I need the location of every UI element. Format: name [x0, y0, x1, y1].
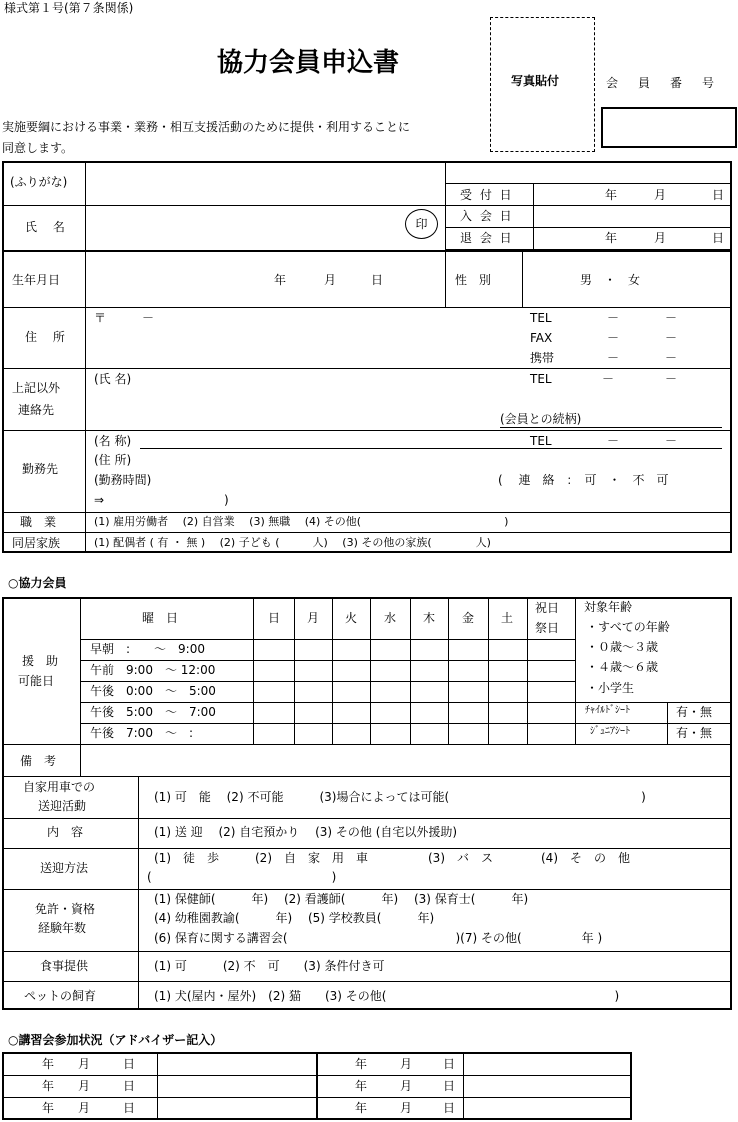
consent-line-1: 実施要綱における事業・業務・相互支援活動のために提供・利用することに: [2, 120, 411, 134]
day-wed: 水: [384, 611, 397, 625]
furigana-label: (ふりがな): [10, 175, 68, 189]
relation-label: (会員との続柄): [500, 412, 582, 426]
license-line-2[interactable]: (4) 幼稚園教諭( 年) (5) 学校教員( 年): [154, 911, 435, 925]
availability-label-1: 援 助: [22, 654, 59, 668]
alt-contact-label-1: 上記以外: [12, 381, 61, 395]
slot-morning: 午前 9:00 ～ 12:00: [90, 663, 216, 677]
child-seat-label: ﾁｬｲﾙﾄﾞｼｰﾄ: [585, 705, 630, 716]
content-label: 内 容: [47, 825, 84, 839]
day-thu: 木: [423, 611, 436, 625]
day-mon: 月: [307, 611, 320, 625]
workplace-label: 勤務先: [22, 462, 59, 476]
age-title: 対象年齢: [584, 600, 633, 614]
postal-code[interactable]: 〒 －: [94, 311, 155, 325]
remarks-field[interactable]: [82, 746, 730, 774]
photo-label: 写真貼付: [511, 74, 560, 88]
occupation-options[interactable]: (1) 雇用労働者 (2) 自営業 (3) 無職 (4) その他( ): [94, 515, 509, 528]
family-options[interactable]: (1) 配偶者 ( 有 ・ 無 ) (2) 子ども ( 人) (3) その他の家族( 人): [94, 536, 491, 549]
name-label: 氏 名: [25, 220, 71, 234]
birthdate-label: 生年月日: [12, 273, 61, 287]
day-sat: 土: [501, 611, 514, 625]
day-fri: 金: [462, 611, 475, 625]
name-field[interactable]: [87, 207, 397, 248]
page-title: 協力会員申込書: [217, 48, 400, 78]
slot-night: 午後 7:00 ～ :: [90, 726, 193, 740]
weekday-header: 曜 日: [142, 611, 179, 625]
member-number-field[interactable]: [601, 107, 737, 148]
content-options[interactable]: (1) 送 迎 (2) 自宅預かり (3) その他 (自宅以外援助): [154, 825, 458, 839]
slot-afternoon: 午後 0:00 ～ 5:00: [90, 684, 216, 698]
consent-line-2: 同意します。: [2, 141, 74, 155]
member-section-title: ○協力会員: [8, 576, 67, 590]
seminar-section-title: ○講習会参加状況（アドバイザー記入）: [8, 1033, 223, 1047]
transport-options[interactable]: (1) 徒 歩 (2) 自 家 用 車 (3) バ ス (4) そ の 他: [154, 851, 630, 865]
family-label: 同居家族: [12, 536, 61, 550]
furigana-field[interactable]: [87, 163, 443, 203]
holiday-2: 祭日: [535, 621, 560, 635]
received-date-label: 受 付 日: [460, 188, 514, 202]
slot-evening: 午後 5:00 ～ 7:00: [90, 705, 216, 719]
license-line-3[interactable]: (6) 保育に関する講習会( )(7) その他( 年 ): [154, 931, 603, 945]
sex-options[interactable]: 男 ・ 女: [580, 273, 641, 287]
sex-label: 性 別: [455, 273, 495, 287]
joined-date-label: 入 会 日: [460, 209, 514, 223]
seal-icon: 印: [405, 209, 438, 239]
alt-contact-label-2: 連絡先: [18, 403, 55, 417]
license-line-1[interactable]: (1) 保健師( 年) (2) 看護師( 年) (3) 保育士( 年): [154, 892, 529, 906]
pet-options[interactable]: (1) 犬(屋内・屋外) (2) 猫 (3) その他( ): [154, 989, 620, 1003]
form-id: 様式第１号(第７条関係): [4, 1, 134, 15]
left-date-label: 退 会 日: [460, 231, 514, 245]
meal-label: 食事提供: [40, 959, 89, 973]
availability-label-2: 可能日: [18, 674, 55, 688]
transport-label: 送迎方法: [40, 861, 89, 875]
address-label: 住 所: [25, 330, 71, 344]
car-options[interactable]: (1) 可 能 (2) 不可能 (3)場合によっては可能( ): [154, 790, 646, 804]
day-sun: 日: [268, 611, 281, 625]
member-number-label: 会 員 番 号: [606, 76, 719, 90]
holiday-1: 祝日: [535, 601, 560, 615]
day-tue: 火: [345, 611, 358, 625]
junior-seat-label: ｼﾞｭﾆｱｼｰﾄ: [590, 726, 630, 737]
occupation-label: 職 業: [20, 515, 57, 529]
slot-early: 早朝 : ～ 9:00: [90, 642, 205, 656]
meal-options[interactable]: (1) 可 (2) 不 可 (3) 条件付き可: [154, 959, 385, 973]
remarks-label: 備 考: [20, 754, 57, 768]
pet-label: ペットの飼育: [24, 989, 97, 1003]
